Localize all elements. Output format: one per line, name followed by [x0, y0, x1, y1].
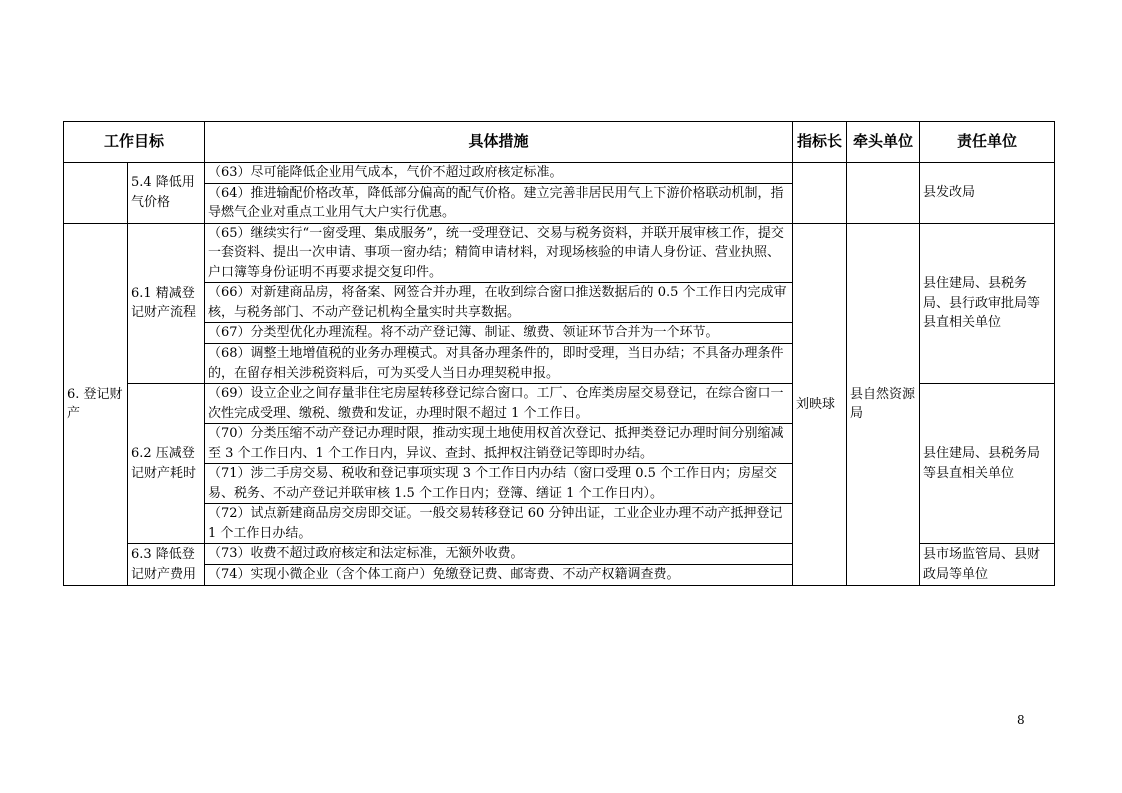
measure-cell: （64）推进输配价格改革，降低部分偏高的配气价格。建立完善非居民用气上下游价格联动机制，指导燃气企业对重点工业用气大户实行优惠。 [205, 183, 793, 223]
goal-cell-5 [64, 163, 128, 224]
measure-cell: （74）实现小微企业（含个体工商户）免缴登记费、邮寄费、不动产权籍调查费。 [205, 565, 793, 586]
measure-cell: （69）设立企业之间存量非住宅房屋转移登记综合窗口。工厂、仓库类房屋交易登记，在综合窗口一次性完成受理、缴税、缴费和发证，办理时限不超过 1 个工作日。 [205, 384, 793, 424]
table-row [64, 163, 1055, 184]
lead-unit-cell: 县自然资源局 [847, 223, 920, 586]
page-number: 8 [1017, 713, 1025, 727]
measure-cell: （68）调整土地增值税的业务办理模式。对具备办理条件的，即时受理，当日办结；不具备办理条件的，在留存相关涉税资料后，可为买受人当日办理契税申报。 [205, 344, 793, 384]
measure-cell: （70）分类压缩不动产登记办理时限，推动实现土地使用权首次登记、抵押类登记办理时间分别缩减至 3 个工作日内、1 个工作日内，异议、查封、抵押权注销登记等即时办结。 [205, 424, 793, 464]
goal-cell-6: 6. 登记财产 [64, 223, 128, 586]
header-measures: 具体措施 [205, 122, 793, 163]
responsible-unit-cell: 县住建局、县税务局等县直相关单位 [920, 384, 1055, 544]
indicator-head-cell: 刘映球 [793, 223, 847, 586]
measure-cell: （65）继续实行“一窗受理、集成服务”，统一受理登记、交易与税务资料，并联开展审核工作，提交一套资料、提出一次申请、事项一窗办结；精简申请材料，对现场核验的申请人身份证、营业执照、户口簿等身份证明不再要求提交复印件。 [205, 223, 793, 283]
measure-cell: （66）对新建商品房，将备案、网签合并办理，在收到综合窗口推送数据后的 0.5 个工作日内完成审核，与税务部门、不动产登记机构全量实时共享数据。 [205, 283, 793, 323]
indicator-head-cell-5 [793, 163, 847, 224]
subgoal-cell: 6.3 降低登记财产费用 [128, 544, 205, 586]
measure-cell: （67）分类型优化办理流程。将不动产登记簿、制证、缴费、领证环节合并为一个环节。 [205, 323, 793, 344]
measure-cell: （63）尽可能降低企业用气成本，气价不超过政府核定标准。 [205, 163, 793, 184]
header-goal: 工作目标 [64, 122, 205, 163]
table-row [64, 223, 1055, 283]
header-row [64, 122, 1055, 163]
responsible-unit-cell: 县发改局 [920, 163, 1055, 224]
responsible-unit-cell: 县住建局、县税务局、县行政审批局等县直相关单位 [920, 223, 1055, 384]
measure-cell: （72）试点新建商品房交房即交证。一般交易转移登记 60 分钟出证，工业企业办理不动产抵押登记 1 个工作日办结。 [205, 504, 793, 544]
header-lead-unit: 牵头单位 [847, 122, 920, 163]
measure-cell: （73）收费不超过政府核定和法定标准，无额外收费。 [205, 544, 793, 565]
measures-table [63, 121, 1055, 586]
header-indicator-head: 指标长 [793, 122, 847, 163]
subgoal-cell: 5.4 降低用气价格 [128, 163, 205, 224]
responsible-unit-cell: 县市场监管局、县财政局等单位 [920, 544, 1055, 586]
header-responsible-unit: 责任单位 [920, 122, 1055, 163]
measure-cell: （71）涉二手房交易、税收和登记事项实现 3 个工作日内办结（窗口受理 0.5 个工作日内；房屋交易、税务、不动产登记并联审核 1.5 个工作日内；登簿、缮证 1 个工作日内）。 [205, 464, 793, 504]
subgoal-cell: 6.1 精减登记财产流程 [128, 223, 205, 384]
subgoal-cell: 6.2 压减登记财产耗时 [128, 384, 205, 544]
lead-unit-cell-5 [847, 163, 920, 224]
